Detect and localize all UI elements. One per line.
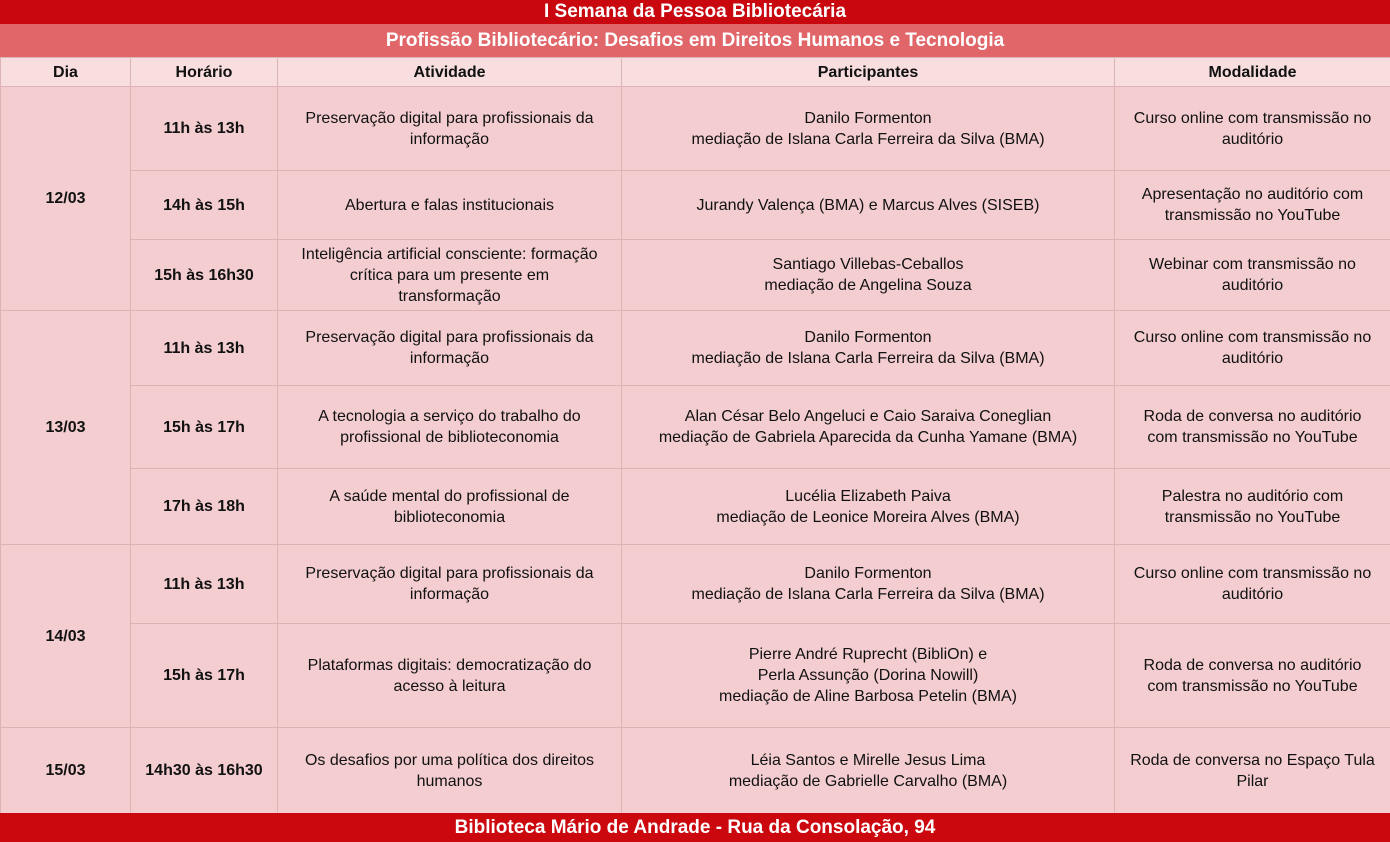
mode-line: Pilar bbox=[1236, 772, 1269, 790]
activity-cell bbox=[278, 469, 622, 545]
mode-cell bbox=[1115, 171, 1390, 240]
mode-line: auditório bbox=[1221, 277, 1284, 294]
table-row bbox=[1, 311, 1390, 386]
participants-line: Alan César Belo Angeluci e Caio Saraiva Coneglian bbox=[684, 408, 1052, 425]
mode-line: auditório bbox=[1221, 350, 1284, 367]
header-time: Horário bbox=[131, 58, 278, 87]
venue-footer: Biblioteca Mário de Andrade - Rua da Consolação, 94 bbox=[0, 813, 1390, 842]
activity-cell bbox=[278, 728, 622, 814]
time-cell: 17h às 18h bbox=[131, 469, 278, 545]
table-row bbox=[1, 728, 1390, 814]
mode-line: Curso online com transmissão no bbox=[1133, 565, 1372, 582]
mode-line: transmissão no YouTube bbox=[1164, 508, 1341, 526]
mode-line: Apresentação no auditório com bbox=[1141, 186, 1364, 203]
mode-cell bbox=[1115, 728, 1390, 814]
participants-line: Danilo Formenton bbox=[804, 565, 932, 582]
participants-line: mediação de Gabrielle Carvalho (BMA) bbox=[728, 772, 1008, 790]
activity-cell bbox=[278, 171, 622, 240]
header-day: Dia bbox=[1, 58, 131, 87]
table-row bbox=[1, 171, 1390, 240]
participants-line: mediação de Gabriela Aparecida da Cunha Yamane (BMA) bbox=[658, 429, 1078, 446]
participants-line: mediação de Islana Carla Ferreira da Silva (BMA) bbox=[691, 586, 1045, 603]
participants-line: Danilo Formenton bbox=[804, 329, 932, 346]
activity-line: A saúde mental do profissional de bbox=[329, 487, 570, 505]
mode-cell bbox=[1115, 624, 1390, 728]
event-title: I Semana da Pessoa Bibliotecária bbox=[0, 0, 1390, 24]
activity-line: Inteligência artificial consciente: formação bbox=[301, 245, 598, 263]
table-row bbox=[1, 545, 1390, 624]
time-cell: 15h às 17h bbox=[131, 624, 278, 728]
header-mode: Modalidade bbox=[1115, 58, 1390, 87]
activity-line: informação bbox=[409, 350, 490, 367]
activity-line: informação bbox=[409, 586, 490, 603]
activity-cell bbox=[278, 624, 622, 728]
table-row bbox=[1, 469, 1390, 545]
participants-cell bbox=[622, 240, 1115, 311]
participants-line: mediação de Angelina Souza bbox=[764, 277, 972, 294]
participants-cell bbox=[622, 624, 1115, 728]
mode-line: com transmissão no YouTube bbox=[1147, 677, 1358, 695]
activity-line: profissional de biblioteconomia bbox=[340, 429, 559, 446]
activity-line: Plataformas digitais: democratização do bbox=[307, 656, 592, 674]
participants-line: Lucélia Elizabeth Paiva bbox=[785, 487, 951, 505]
table-row bbox=[1, 386, 1390, 469]
activity-line: informação bbox=[409, 130, 490, 148]
header-activity: Atividade bbox=[278, 58, 622, 87]
participants-line: mediação de Islana Carla Ferreira da Silva (BMA) bbox=[691, 350, 1045, 367]
participants-line: Pierre André Ruprecht (BibliOn) e bbox=[748, 646, 988, 663]
day-cell: 13/03 bbox=[1, 311, 131, 545]
table-row bbox=[1, 240, 1390, 311]
schedule-body bbox=[1, 87, 1390, 814]
activity-line: biblioteconomia bbox=[393, 508, 506, 526]
participants-line: Danilo Formenton bbox=[804, 109, 932, 127]
day-cell: 12/03 bbox=[1, 87, 131, 311]
schedule-table bbox=[0, 57, 1390, 814]
mode-line: Webinar com transmissão no bbox=[1149, 256, 1356, 273]
time-cell: 14h às 15h bbox=[131, 171, 278, 240]
activity-cell bbox=[278, 311, 622, 386]
activity-line: acesso à leitura bbox=[393, 677, 506, 695]
participants-line: Jurandy Valença (BMA) e Marcus Alves (SISEB) bbox=[696, 196, 1040, 214]
activity-cell bbox=[278, 240, 622, 311]
participants-line: mediação de Islana Carla Ferreira da Silva (BMA) bbox=[691, 130, 1045, 148]
event-subtitle: Profissão Bibliotecário: Desafios em Direitos Humanos e Tecnologia bbox=[0, 24, 1390, 57]
mode-cell bbox=[1115, 87, 1390, 171]
time-cell: 15h às 16h30 bbox=[131, 240, 278, 311]
mode-line: Roda de conversa no auditório bbox=[1143, 656, 1362, 674]
activity-line: Preservação digital para profissionais da bbox=[305, 329, 594, 346]
participants-cell bbox=[622, 545, 1115, 624]
mode-line: com transmissão no YouTube bbox=[1147, 429, 1358, 446]
mode-line: Palestra no auditório com bbox=[1161, 487, 1344, 505]
activity-line: Preservação digital para profissionais da bbox=[305, 565, 594, 582]
activity-line: crítica para um presente em bbox=[349, 266, 550, 284]
participants-line: mediação de Leonice Moreira Alves (BMA) bbox=[716, 508, 1020, 526]
mode-line: Roda de conversa no Espaço Tula bbox=[1130, 751, 1375, 769]
activity-line: Os desafios por uma política dos direitos bbox=[304, 751, 595, 769]
mode-cell bbox=[1115, 545, 1390, 624]
mode-cell bbox=[1115, 240, 1390, 311]
activity-line: A tecnologia a serviço do trabalho do bbox=[318, 408, 581, 425]
activity-line: Preservação digital para profissionais da bbox=[305, 109, 594, 127]
time-cell: 11h às 13h bbox=[131, 545, 278, 624]
table-row bbox=[1, 624, 1390, 728]
header-participants: Participantes bbox=[622, 58, 1115, 87]
mode-line: Roda de conversa no auditório bbox=[1143, 408, 1362, 425]
mode-line: auditório bbox=[1221, 586, 1284, 603]
day-cell: 15/03 bbox=[1, 728, 131, 814]
activity-line: transformação bbox=[398, 287, 501, 305]
mode-cell bbox=[1115, 386, 1390, 469]
participants-line: mediação de Aline Barbosa Petelin (BMA) bbox=[719, 688, 1017, 705]
day-cell: 14/03 bbox=[1, 545, 131, 728]
time-cell: 14h30 às 16h30 bbox=[131, 728, 278, 814]
mode-line: transmissão no YouTube bbox=[1164, 207, 1341, 224]
time-cell: 15h às 17h bbox=[131, 386, 278, 469]
participants-cell bbox=[622, 469, 1115, 545]
participants-line: Perla Assunção (Dorina Nowill) bbox=[757, 667, 979, 684]
participants-cell bbox=[622, 311, 1115, 386]
participants-cell bbox=[622, 171, 1115, 240]
header-row bbox=[1, 58, 1390, 87]
activity-cell bbox=[278, 545, 622, 624]
participants-line: Léia Santos e Mirelle Jesus Lima bbox=[750, 751, 986, 769]
time-cell: 11h às 13h bbox=[131, 311, 278, 386]
activity-line: Abertura e falas institucionais bbox=[345, 196, 554, 214]
mode-line: Curso online com transmissão no bbox=[1133, 109, 1372, 127]
mode-cell bbox=[1115, 469, 1390, 545]
activity-line: humanos bbox=[416, 772, 483, 790]
mode-line: auditório bbox=[1221, 130, 1284, 148]
participants-cell bbox=[622, 386, 1115, 469]
mode-cell bbox=[1115, 311, 1390, 386]
participants-cell bbox=[622, 728, 1115, 814]
participants-cell bbox=[622, 87, 1115, 171]
mode-line: Curso online com transmissão no bbox=[1133, 329, 1372, 346]
participants-line: Santiago Villebas-Ceballos bbox=[772, 256, 964, 273]
activity-cell bbox=[278, 87, 622, 171]
table-row bbox=[1, 87, 1390, 171]
activity-cell bbox=[278, 386, 622, 469]
time-cell: 11h às 13h bbox=[131, 87, 278, 171]
